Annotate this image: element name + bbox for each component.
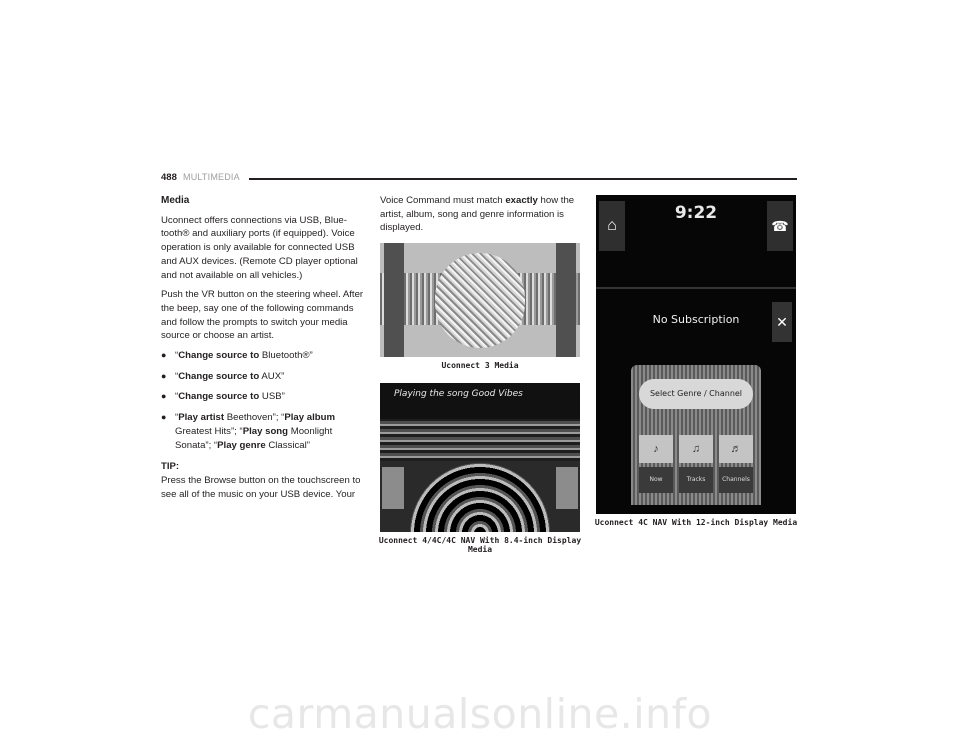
uconnect-3-media-image (380, 243, 580, 357)
music-icon: ♪ (639, 435, 673, 463)
voice-command: Play artist (178, 412, 225, 424)
list-item: ● “Change source to USB” (161, 391, 285, 403)
command-list (161, 349, 366, 452)
voice-command: Play song (242, 425, 289, 437)
figure-caption: Uconnect 3 Media (441, 361, 519, 370)
media-panel (631, 365, 761, 505)
voice-command: Change source to (178, 391, 260, 403)
voice-command: Change source to (178, 370, 260, 382)
uconnect-4c-12inch-media-image (596, 195, 796, 514)
music-icon: ♫ (679, 435, 713, 463)
left-column (161, 194, 366, 501)
channel-selector: Select Genre / Channel (639, 379, 753, 409)
uconnect-4-media-image (380, 383, 580, 532)
bullet-icon: ● (161, 391, 167, 402)
list-item: ● “Play artist Beethoven”; “Play album Greatest Hits”; “Play song Moonlight Sonata”; “Play genre Classical” (161, 412, 335, 451)
bullet-icon: ● (161, 412, 167, 423)
tile-label: Now (639, 467, 673, 493)
now-playing-text: Playing the song Good Vibes (394, 389, 523, 399)
instructions-paragraph: Push the VR button on the steering wheel. After the beep, say one of the following commands and follow the prompts to switch your media source or choose an artist. (161, 289, 364, 342)
voice-match-paragraph: Voice Command must match exactly how the artist, album, song and genre information is displayed. (380, 195, 575, 234)
subscription-status: No Subscription (652, 313, 740, 326)
page-header (161, 172, 797, 186)
list-item: ● “Change source to Bluetooth®” (161, 350, 313, 362)
figure-caption: Uconnect 4/4C/4C NAV With 8.4-inch Display Media (378, 536, 582, 554)
intro-paragraph: Uconnect offers connections via USB, Blue-tooth® and auxiliary ports (if equipped). Voice operation is only available for connected USB and AUX devices. (Remote CD player optional and not available on all vehicles.) (161, 214, 358, 281)
tile-label: Channels (719, 467, 753, 493)
tile-label: Tracks (679, 467, 713, 493)
header-rule (249, 178, 797, 180)
bullet-icon: ● (161, 350, 167, 361)
voice-command: Play album (284, 412, 335, 424)
home-icon: ⌂ (599, 201, 625, 251)
section-title: MULTIMEDIA (183, 172, 240, 182)
clock: 9:22 (674, 203, 718, 223)
list-item: ● “Change source to AUX” (161, 370, 285, 382)
middle-column (380, 194, 580, 235)
bullet-icon: ● (161, 370, 167, 381)
phone-icon: ☎ (767, 201, 793, 251)
voice-command: Play genre (217, 439, 266, 451)
close-icon: ✕ (772, 302, 792, 342)
watermark: carmanualsonline.info (247, 690, 713, 738)
music-icon: ♬ (719, 435, 753, 463)
media-heading: Media (161, 195, 190, 206)
tip-text: Press the Browse button on the touchscreen to see all of the music on your USB device. Your (161, 474, 361, 500)
page-number: 488 (161, 172, 177, 183)
voice-command: Change source to (178, 350, 260, 362)
figure-caption: Uconnect 4C NAV With 12-inch Display Media (594, 518, 798, 527)
tip-label: TIP: (161, 461, 180, 473)
emphasis: exactly (505, 195, 538, 206)
